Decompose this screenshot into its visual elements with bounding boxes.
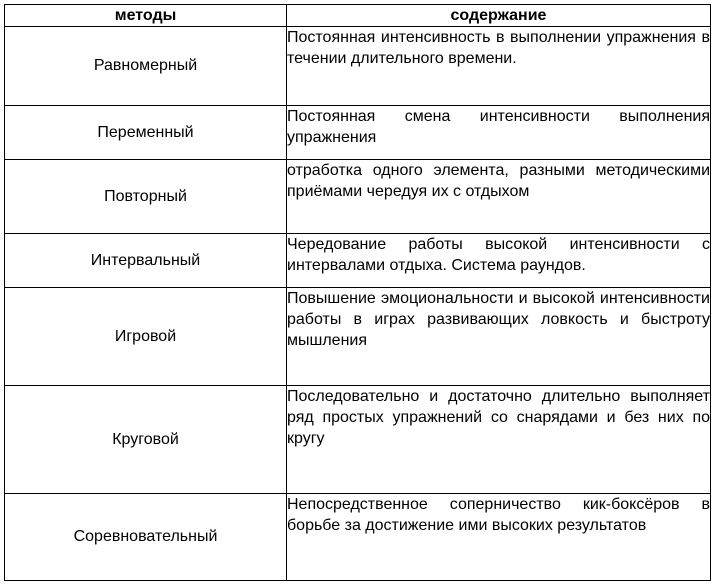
method-name: Повторный: [5, 160, 287, 234]
table-row: [5, 160, 711, 234]
header-methods: методы: [5, 5, 287, 27]
method-description: Чередование работы высокой интенсивности с интервалами отдыха. Система раундов.: [287, 234, 711, 288]
method-description: отработка одного элемента, разными методическими приёмами чередуя их с отдыхом: [287, 160, 711, 234]
table-row: [5, 494, 711, 581]
method-name: Равномерный: [5, 27, 287, 106]
methods-table: [4, 4, 711, 581]
method-name: Круговой: [5, 386, 287, 494]
method-description: Повышение эмоциональности и высокой интенсивности работы в играх развивающих ловкость и быстроту мышления: [287, 288, 711, 386]
method-description: Последовательно и достаточно длительно выполняет ряд простых упражнений со снарядами и без них по кругу: [287, 386, 711, 494]
header-row: [5, 5, 711, 27]
method-name: Интервальный: [5, 234, 287, 288]
method-description: Постоянная интенсивность в выполнении упражнения в течении длительного времени.: [287, 27, 711, 106]
method-name: Соревновательный: [5, 494, 287, 581]
method-name: Переменный: [5, 106, 287, 160]
header-content: содержание: [287, 5, 711, 27]
method-description: Непосредственное соперничество кик-боксёров в борьбе за достижение ими высоких результатов: [287, 494, 711, 581]
method-description: Постоянная смена интенсивности выполнения упражнения: [287, 106, 711, 160]
method-name: Игровой: [5, 288, 287, 386]
table-row: [5, 386, 711, 494]
table-row: [5, 288, 711, 386]
table-row: [5, 27, 711, 106]
table-row: [5, 106, 711, 160]
table-row: [5, 234, 711, 288]
